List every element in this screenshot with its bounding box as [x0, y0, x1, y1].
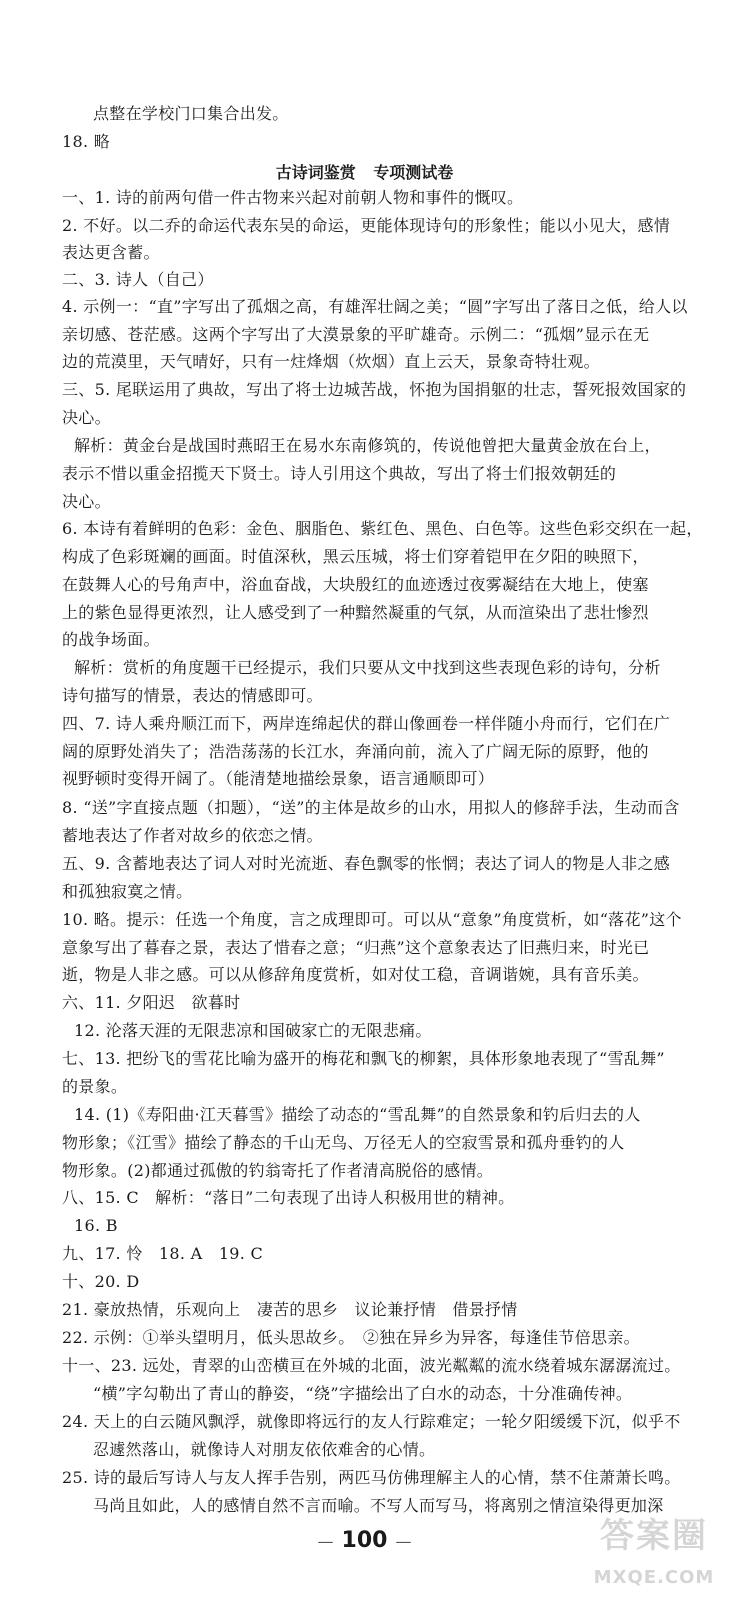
text-line: 点整在学校门口集合出发。: [93, 104, 289, 123]
text-line: 上的紫色显得更浓烈，让人感受到了一种黯然凝重的气氛，从而渲染出了悲壮惨烈: [62, 603, 649, 622]
text-line: “横”字勾勒出了青山的静姿，“绕”字描绘出了白水的动态，十分准确传神。: [93, 1384, 633, 1403]
text-line: 边的荒漠里，天气晴好，只有一炷烽烟（炊烟）直上云天，景象奇特壮观。: [62, 352, 600, 371]
text-line: 十、20. D: [62, 1272, 140, 1291]
text-line: 八、15. C 解析：“落日”二句表现了出诗人积极用世的精神。: [62, 1188, 515, 1207]
text-line: 二、3. 诗人（自己）: [62, 270, 214, 289]
text-line: 阔的原野处消失了；浩浩荡荡的长江水，奔涌向前，流入了广阔无际的原野，他的: [62, 742, 649, 761]
text-line: 四、7. 诗人乘舟顺江而下，两岸连绵起伏的群山像画卷一样伴随小舟而行，它们在广: [62, 714, 671, 733]
watermark-logo: [589, 1508, 719, 1588]
text-line: 表示不惜以重金招揽天下贤士。诗人引用这个典故，写出了将士们报效朝廷的: [62, 464, 617, 483]
text-line: 的景象。: [62, 1077, 128, 1096]
text-line: 21. 豪放热情，乐观向上 凄苦的思乡 议论兼抒情 借景抒情: [62, 1300, 518, 1319]
text-line: 物形象；《江雪》描绘了静态的千山无鸟、万径无人的空寂雪景和孤舟垂钓的人: [62, 1133, 625, 1152]
text-line: 三、5. 尾联运用了典故，写出了将士边城苦战，怀抱为国捐躯的壮志，誓死报效国家的: [62, 380, 687, 399]
text-line: 6. 本诗有着鲜明的色彩：金色、胭脂色、紫红色、黑色、白色等。这些色彩交织在一起，: [62, 519, 703, 538]
section-title-part: 古诗词鉴赏: [275, 163, 356, 182]
text-line: 意象写出了暮春之景，表达了惜春之意；“归燕”这个意象表达了旧燕归来，时光已: [62, 938, 650, 957]
page-number-value: 100: [341, 1528, 388, 1553]
text-line: 五、9. 含蓄地表达了词人对时光流逝、春色飘零的怅惘；表达了词人的物是人非之感: [62, 854, 671, 873]
text-line: 诗句描写的情景，表达的情感即可。: [62, 686, 323, 705]
text-line: 16. B: [74, 1216, 118, 1235]
text-line: 物形象。(2)都通过孤傲的钓翁寄托了作者清高脱俗的感情。: [62, 1161, 494, 1180]
text-line: 25. 诗的最后写诗人与友人挥手告别，两匹马仿佛理解主人的心情，禁不住萧萧长鸣。: [62, 1468, 681, 1487]
text-line: 在鼓舞人心的号角声中，浴血奋战，大块殷红的血迹透过夜雾凝结在大地上，使塞: [62, 575, 649, 594]
text-line: 七、13. 把纷飞的雪花比喻为盛开的梅花和飘飞的柳絮，具体形象地表现了“雪乱舞”: [62, 1049, 665, 1068]
text-line: 和孤独寂寞之情。: [62, 882, 193, 901]
text-line: 蓄地表达了作者对故乡的依恋之情。: [62, 826, 323, 845]
text-line: 六、11. 夕阳迟 欲暮时: [62, 993, 241, 1012]
text-line: 4. 示例一：“直”字写出了孤烟之高，有雄浑壮阔之美；“圆”字写出了落日之低，给人以: [62, 297, 688, 316]
text-line: 九、17. 怜 18. A 19. C: [62, 1244, 264, 1263]
watermark-url: MXQE.COM: [593, 1567, 715, 1588]
page-number: — 100 —: [317, 1528, 412, 1553]
text-line: 2. 不好。以二乔的命运代表东吴的命运，更能体现诗句的形象性；能以小见大，感情: [62, 216, 671, 235]
text-line: 10. 略。提示：任选一个角度，言之成理即可。可以从“意象”角度赏析，如“落花”这个: [62, 910, 682, 929]
text-line: 8. “送”字直接点题（扣题），“送”的主体是故乡的山水，用拟人的修辞手法，生动而含: [62, 798, 680, 817]
text-line: 24. 天上的白云随风飘浮，就像即将远行的友人行踪难定；一轮夕阳缓缓下沉，似乎不: [62, 1412, 681, 1431]
text-line: 18. 略: [62, 132, 111, 151]
text-line: 解析：黄金台是战国时燕昭王在易水东南修筑的，传说他曾把大量黄金放在台上，: [74, 436, 661, 455]
text-line: 14. (1)《寿阳曲·江天暮雪》描绘了动态的“雪乱舞”的自然景象和钓后归去的人: [74, 1105, 641, 1124]
text-line: 解析：赏析的角度题干已经提示，我们只要从文中找到这些表现色彩的诗句，分析: [74, 658, 661, 677]
text-line: 决心。: [62, 492, 111, 511]
section-title-part: 专项测试卷: [373, 163, 454, 182]
text-line: 十一、23. 远处，青翠的山峦横亘在外城的北面，波光粼粼的流水绕着城东潺潺流过。: [62, 1356, 681, 1375]
text-line: 忍遽然落山，就像诗人对朋友依依难舍的心情。: [93, 1440, 436, 1459]
text-line: 马尚且如此，人的感情自然不言而喻。不写人而写马，将离别之情渲染得更加深: [93, 1496, 664, 1515]
text-line: 的战争场面。: [62, 630, 160, 649]
text-line: 构成了色彩斑斓的画面。时值深秋，黑云压城，将士们穿着铠甲在夕阳的映照下，: [62, 547, 649, 566]
text-line: 决心。: [62, 408, 111, 427]
text-line: 12. 沦落天涯的无限悲凉和国破家亡的无限悲痛。: [74, 1021, 432, 1040]
text-line: 逝，物是人非之感。可以从修辞角度赏析，如对仗工稳，音调谐婉，具有音乐美。: [62, 965, 649, 984]
text-line: 一、1. 诗的前两句借一件古物来兴起对前朝人物和事件的慨叹。: [62, 188, 524, 207]
text-line: 视野顿时变得开阔了。（能清楚地描绘景象，语言通顺即可）: [62, 769, 495, 788]
text-line: 亲切感、苍茫感。这两个字写出了大漠景象的平旷雄奇。示例二：“孤烟”显示在无: [62, 325, 650, 344]
text-line: 22. 示例：①举头望明月，低头思故乡。 ②独在异乡为异客，每逢佳节倍思亲。: [62, 1328, 640, 1347]
section-title: [0, 160, 729, 183]
watermark-text: 答案圈: [600, 1516, 708, 1556]
text-line: 表达更含蓄。: [62, 243, 160, 262]
